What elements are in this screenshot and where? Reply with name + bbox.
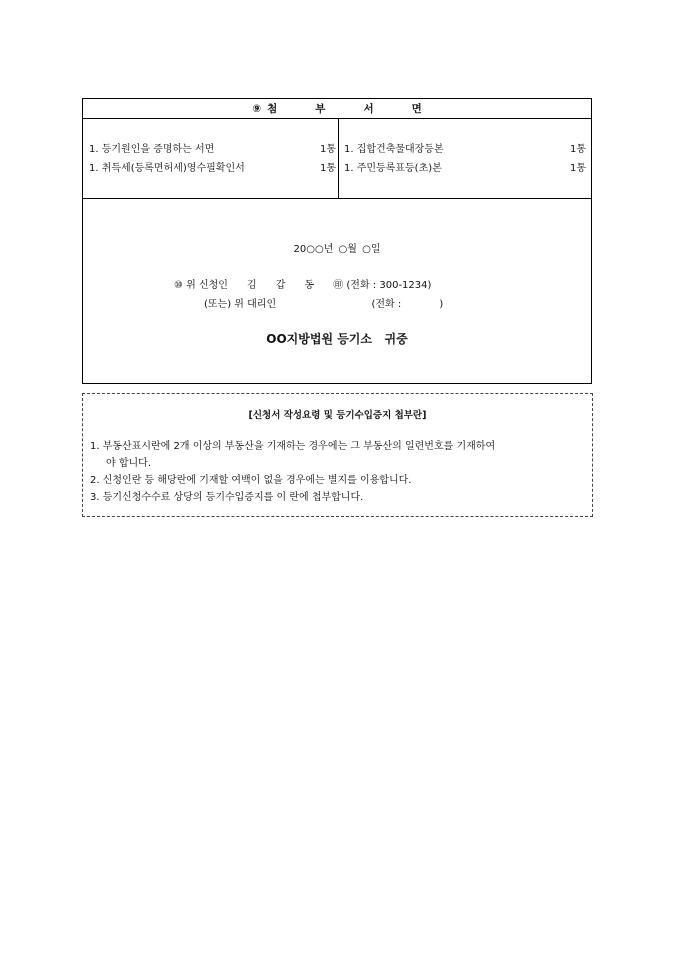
court-addressee: OO지방법원 등기소 귀중 (266, 332, 408, 346)
instruction-item: 3. 등기신청수수료 상당의 등기수입증지를 이 란에 첩부합니다. (90, 492, 364, 503)
heading-char: 부 (315, 103, 326, 115)
attachment-item (344, 140, 586, 159)
attachment-count: 1통 (569, 163, 586, 174)
heading-number: ⑨ (252, 102, 262, 115)
instruction-item-continuation: 야 합니다. (106, 458, 151, 469)
instructions-title: [신청서 작성요령 및 등기수입증지 첩부란] (248, 410, 427, 421)
attachment-item (344, 159, 586, 178)
heading-char: 첨 (267, 103, 278, 115)
attachments-right-column (344, 140, 586, 178)
heading-char: 서 (363, 103, 374, 115)
applicant-line: ⑩ 위 신청인 김 갑 동 ㊞ (전화 : 300-1234) (174, 280, 432, 291)
attachment-label: 1. 등기원인을 증명하는 서면 (89, 144, 215, 155)
instructions-box (82, 393, 593, 517)
attachment-count: 1통 (319, 144, 336, 155)
attachments-left-column (89, 140, 336, 178)
attachment-count: 1통 (319, 163, 336, 174)
attachments-heading (83, 99, 591, 119)
attachment-item (89, 140, 336, 159)
column-divider (338, 119, 339, 199)
instructions-list (90, 438, 590, 506)
attachments-list-area (83, 119, 591, 199)
attachment-label: 1. 집합건축물대장등본 (344, 144, 444, 155)
attachment-label: 1. 주민등록표등(초)본 (344, 163, 442, 174)
instruction-item: 1. 부동산표시란에 2개 이상의 부동산을 기재하는 경우에는 그 부동산의 일련번호를 기재하여 (90, 441, 496, 452)
attachment-item (89, 159, 336, 178)
agent-line: (또는) 위 대리인 (전화 : ) (204, 299, 444, 310)
application-form-box (82, 98, 592, 384)
attachment-label: 1. 취득세(등록면허세)영수필확인서 (89, 163, 245, 174)
instruction-item: 2. 신청인란 등 해당란에 기재할 여백이 없을 경우에는 별지를 이용합니다. (90, 475, 412, 486)
heading-char: 면 (411, 103, 422, 115)
filing-date: 20○○년 ○월 ○일 (293, 244, 381, 255)
attachment-count: 1통 (569, 144, 586, 155)
